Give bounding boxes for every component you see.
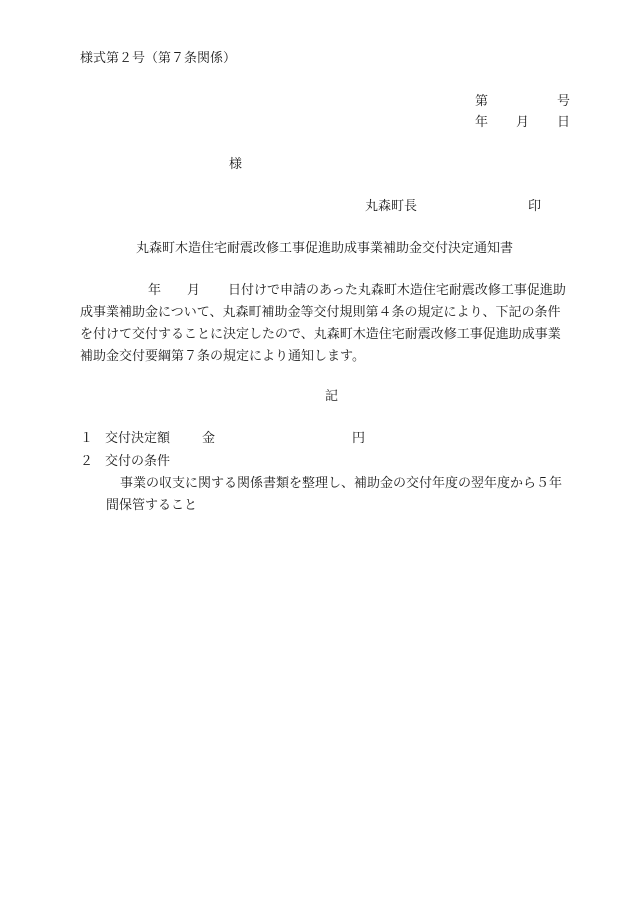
document-number-prefix: 第 xyxy=(475,94,489,109)
item-number: ２ xyxy=(80,454,94,469)
body-line: を付けて交付することに決定したので、丸森町木造住宅耐震改修工事促進助成事業 xyxy=(80,327,561,342)
issuer-title: 丸森町長 xyxy=(365,199,418,214)
condition-detail: 事業の収支に関する関係書類を整理し、補助金の交付年度の翌年度から５年 xyxy=(120,476,563,491)
condition-detail: 間保管すること xyxy=(106,498,198,513)
body-line1-text: 日付けで申請のあった丸森町木造住宅耐震改修工事促進助 xyxy=(228,283,566,298)
seal-mark: 印 xyxy=(528,199,542,214)
item-label: 交付の条件 xyxy=(105,454,171,469)
body-month: 月 xyxy=(187,283,201,298)
body-line xyxy=(80,280,585,302)
body-line: 補助金交付要綱第７条の規定により通知します。 xyxy=(80,349,365,364)
date-day: 日 xyxy=(557,115,571,130)
ki-heading: 記 xyxy=(325,389,339,404)
item-label: 交付決定額 xyxy=(105,431,171,446)
date-year: 年 xyxy=(475,115,489,130)
document-title: 丸森町木造住宅耐震改修工事促進助成事業補助金交付決定通知書 xyxy=(136,241,514,256)
date-month: 月 xyxy=(516,115,530,130)
amount-prefix: 金 xyxy=(202,431,216,446)
form-label: 様式第２号（第７条関係） xyxy=(80,51,237,66)
body-line: 成事業補助金について、丸森町補助金等交付規則第４条の規定により、下記の条件 xyxy=(80,305,561,320)
recipient-honorific: 様 xyxy=(229,157,243,172)
body-year: 年 xyxy=(148,283,162,298)
document-number-suffix: 号 xyxy=(557,94,571,109)
item-number: １ xyxy=(80,431,94,446)
amount-unit: 円 xyxy=(352,431,366,446)
body-paragraph xyxy=(80,280,585,368)
